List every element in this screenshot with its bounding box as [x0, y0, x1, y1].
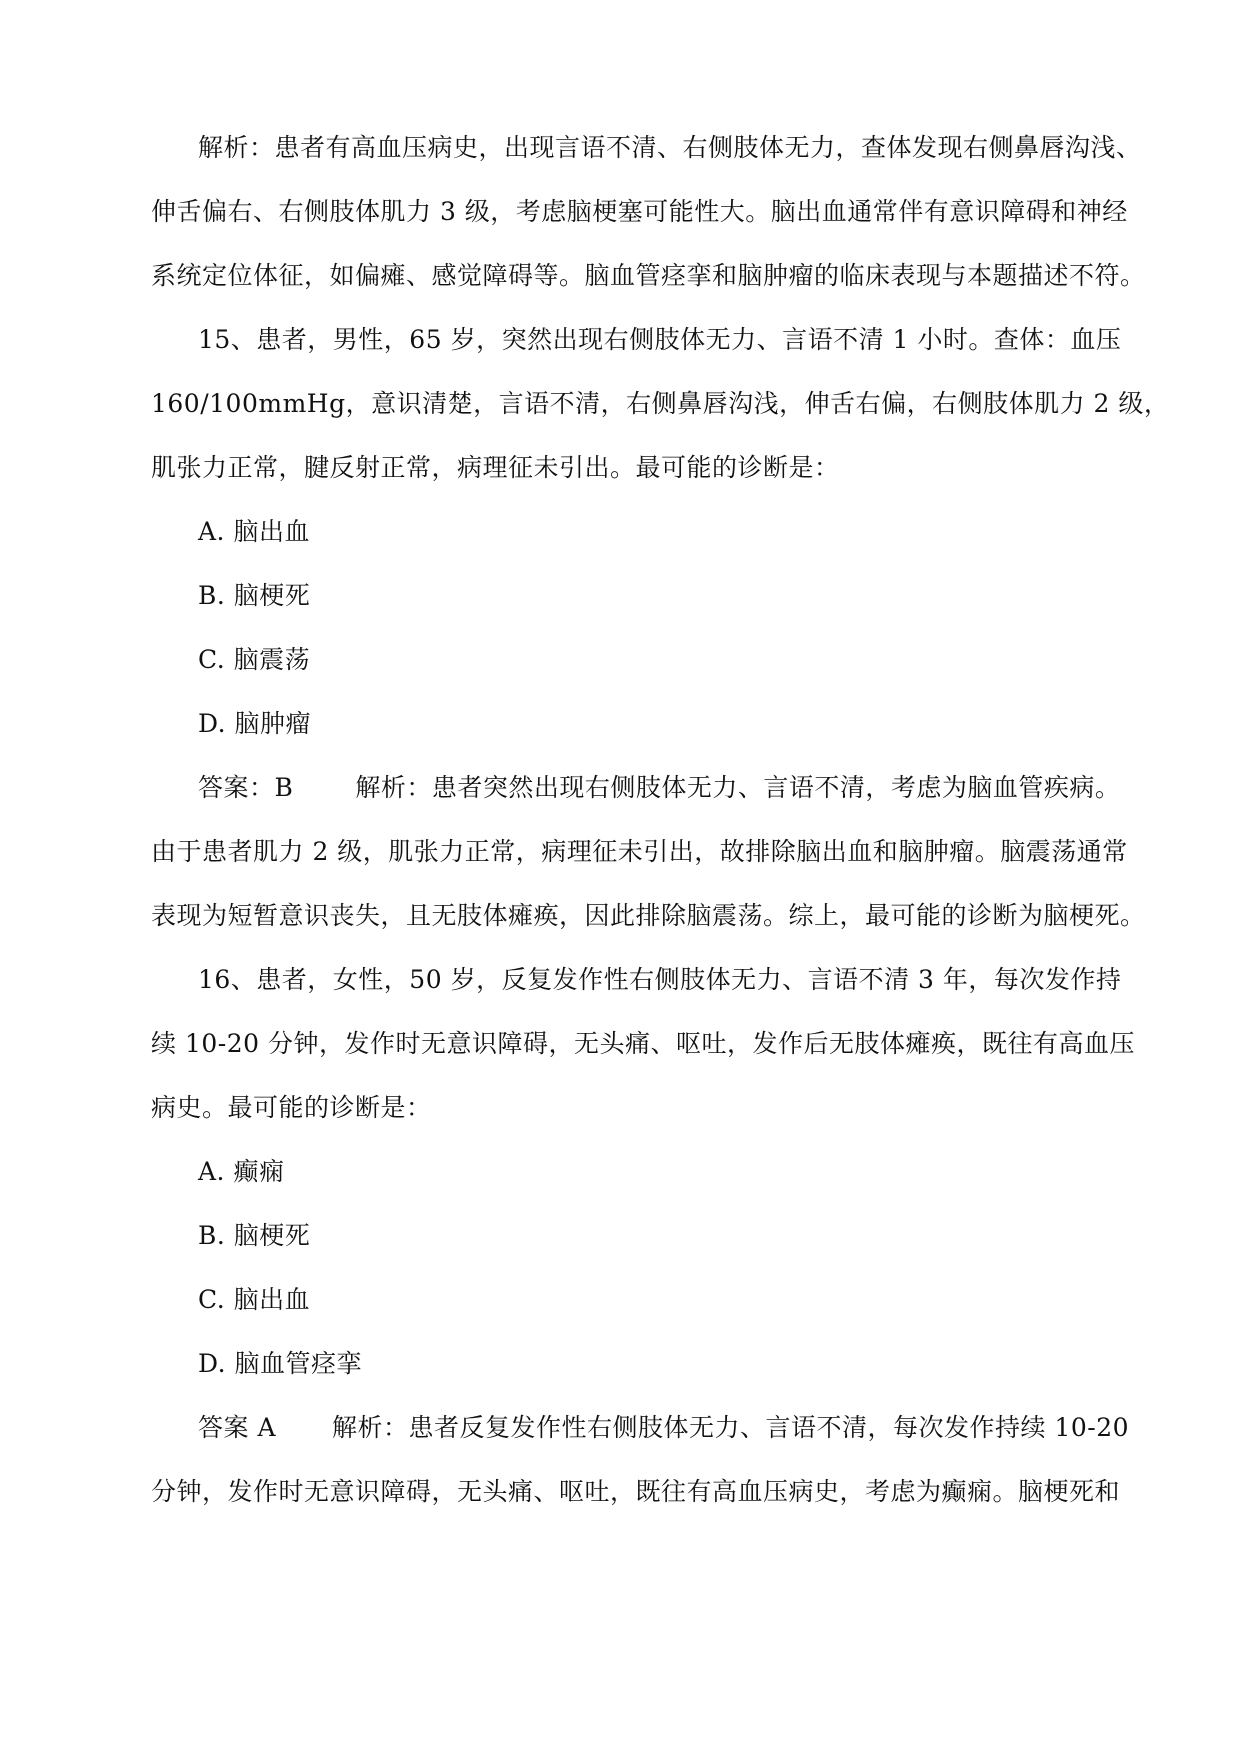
- question-15-option-a: A. 脑出血: [198, 517, 310, 546]
- question-15-option-d: D. 脑肿瘤: [198, 709, 312, 738]
- question-16-stem: 续 10-20 分钟，发作时无意识障碍，无头痛、呕吐，发作后无肢体瘫痪，既往有高血压: [151, 1029, 1135, 1058]
- question-16-answer: 答案 A: [198, 1413, 277, 1442]
- question-15-option-b: B. 脑梗死: [198, 581, 311, 610]
- question-16-option-a: A. 癫痫: [198, 1157, 285, 1186]
- question-16-stem: 16、患者，女性，50 岁，反复发作性右侧肢体无力、言语不清 3 年，每次发作持: [198, 965, 1122, 994]
- question-15-analysis: 由于患者肌力 2 级，肌张力正常，病理征未引出，故排除脑出血和脑肿瘤。脑震荡通常: [151, 837, 1128, 866]
- analysis-line: 系统定位体征，如偏瘫、感觉障碍等。脑血管痉挛和脑肿瘤的临床表现与本题描述不符。: [151, 261, 1146, 290]
- question-16-option-c: C. 脑出血: [198, 1285, 311, 1314]
- question-15-option-c: C. 脑震荡: [198, 645, 311, 674]
- question-16-stem: 病史。最可能的诊断是：: [151, 1093, 432, 1122]
- question-15-stem: 肌张力正常，腱反射正常，病理征未引出。最可能的诊断是：: [151, 453, 840, 482]
- question-16-answer-line: [198, 1412, 1129, 1444]
- question-15-stem: 15、患者，男性，65 岁，突然出现右侧肢体无力、言语不清 1 小时。查体：血压: [198, 325, 1122, 354]
- question-16-option-d: D. 脑血管痉挛: [198, 1349, 363, 1378]
- analysis-line: 解析：患者有高血压病史，出现言语不清、右侧肢体无力，查体发现右侧鼻唇沟浅、: [198, 133, 1142, 162]
- question-15-analysis: 表现为短暂意识丧失，且无肢体瘫痪，因此排除脑震荡。综上，最可能的诊断为脑梗死。: [151, 901, 1146, 930]
- question-15-answer: 答案：B: [198, 773, 294, 802]
- question-15-analysis: 解析：患者突然出现右侧肢体无力、言语不清，考虑为脑血管疾病。: [355, 773, 1121, 802]
- question-16-analysis: 分钟，发作时无意识障碍，无头痛、呕吐，既往有高血压病史，考虑为癫痫。脑梗死和: [151, 1477, 1121, 1506]
- question-16-option-b: B. 脑梗死: [198, 1221, 311, 1250]
- analysis-line: 伸舌偏右、右侧肢体肌力 3 级，考虑脑梗塞可能性大。脑出血通常伴有意识障碍和神经: [151, 197, 1128, 226]
- question-15-answer-line: [198, 772, 1120, 804]
- question-16-analysis: 解析：患者反复发作性右侧肢体无力、言语不清，每次发作持续 10-20: [332, 1413, 1130, 1442]
- question-15-stem: 160/100mmHg，意识清楚，言语不清，右侧鼻唇沟浅，伸舌右偏，右侧肢体肌力 2 级，: [151, 389, 1170, 418]
